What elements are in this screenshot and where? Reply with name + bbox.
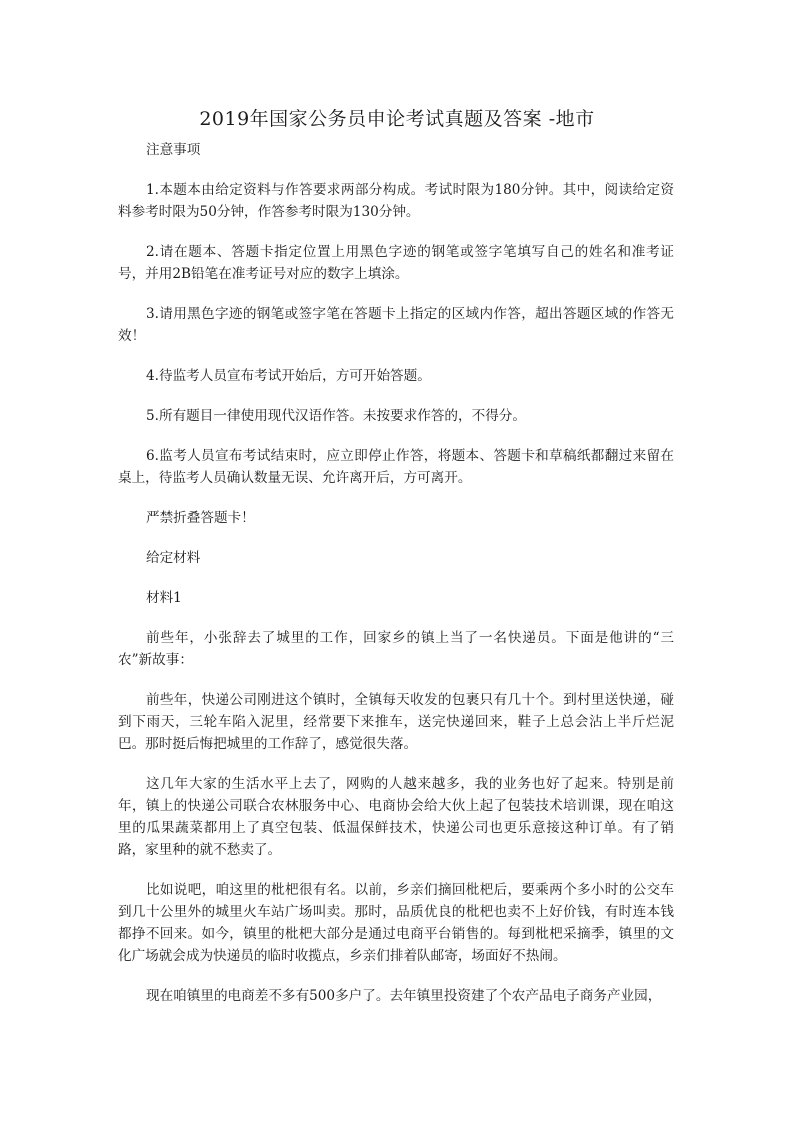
notice-item-4: 4.待监考人员宣布考试开始后，方可开始答题。 [146, 368, 431, 384]
material-paragraph: 前些年，快递公司刚进这个镇时，全镇每天收发的包裹只有几十个。到村里送快递，碰到下雨天，三轮车陷入泥里，经常要下来推车，送完快递回来，鞋子上总会沾上半斤烂泥巴。那时挺后悔把城里的工作辞了，感觉很失落。 [118, 692, 674, 752]
notice-item-6: 6.监考人员宣布考试结束时，应立即停止作答，将题本、答题卡和草稿纸都翻过来留在桌上，待监考人员确认数量无误、允许离开后，方可离开。 [118, 448, 674, 486]
material-paragraph: 这几年大家的生活水平上去了，网购的人越来越多，我的业务也好了起来。特别是前年，镇上的快递公司联合农林服务中心、电商协会给大伙上起了包装技术培训课，现在咱这里的瓜果蔬菜都用上了真空包装、低温保鲜技术，快递公司也更乐意接这种订单。有了销路，家里种的就不愁卖了。 [118, 776, 674, 858]
notice-item-2: 2.请在题本、答题卡指定位置上用黑色字迹的钢笔或签字笔填写自己的姓名和准考证号，并用2B铅笔在准考证号对应的数字上填涂。 [118, 244, 674, 282]
notice-heading: 注意事项 [146, 142, 201, 158]
material-paragraph: 比如说吧，咱这里的枇杷很有名。以前，乡亲们摘回枇杷后，要乘两个多小时的公交车到几十公里外的城里火车站广场叫卖。那时，品质优良的枇杷也卖不上好价钱，有时连本钱都挣不回来。如今，镇里的枇杷大部分是通过电商平台销售的。每到枇杷采摘季，镇里的文化广场就会成为快递员的临时收揽点，乡亲们排着队邮寄，场面好不热闹。 [118, 882, 674, 964]
material-paragraph: 现在咱镇里的电商差不多有500多户了。去年镇里投资建了个农产品电子商务产业园， [146, 988, 662, 1004]
notice-item-1: 1.本题本由给定资料与作答要求两部分构成。考试时限为180分钟。其中，阅读给定资料参考时限为50分钟，作答参考时限为130分钟。 [118, 182, 674, 220]
document-body [118, 139, 674, 1025]
section-heading-materials: 给定材料 [146, 550, 201, 566]
material-paragraph: 前些年，小张辞去了城里的工作，回家乡的镇上当了一名快递员。下面是他讲的“三农”新故事： [118, 630, 674, 668]
document-title: 2019年国家公务员申论考试真题及答案 -地市 [199, 108, 595, 130]
material-heading-1: 材料1 [146, 590, 182, 606]
notice-item-3: 3.请用黑色字迹的钢笔或签字笔在答题卡上指定的区域内作答，超出答题区域的作答无效！ [118, 306, 674, 344]
warning-text: 严禁折叠答题卡！ [146, 510, 255, 526]
notice-item-5: 5.所有题目一律使用现代汉语作答。未按要求作答的，不得分。 [146, 408, 526, 424]
